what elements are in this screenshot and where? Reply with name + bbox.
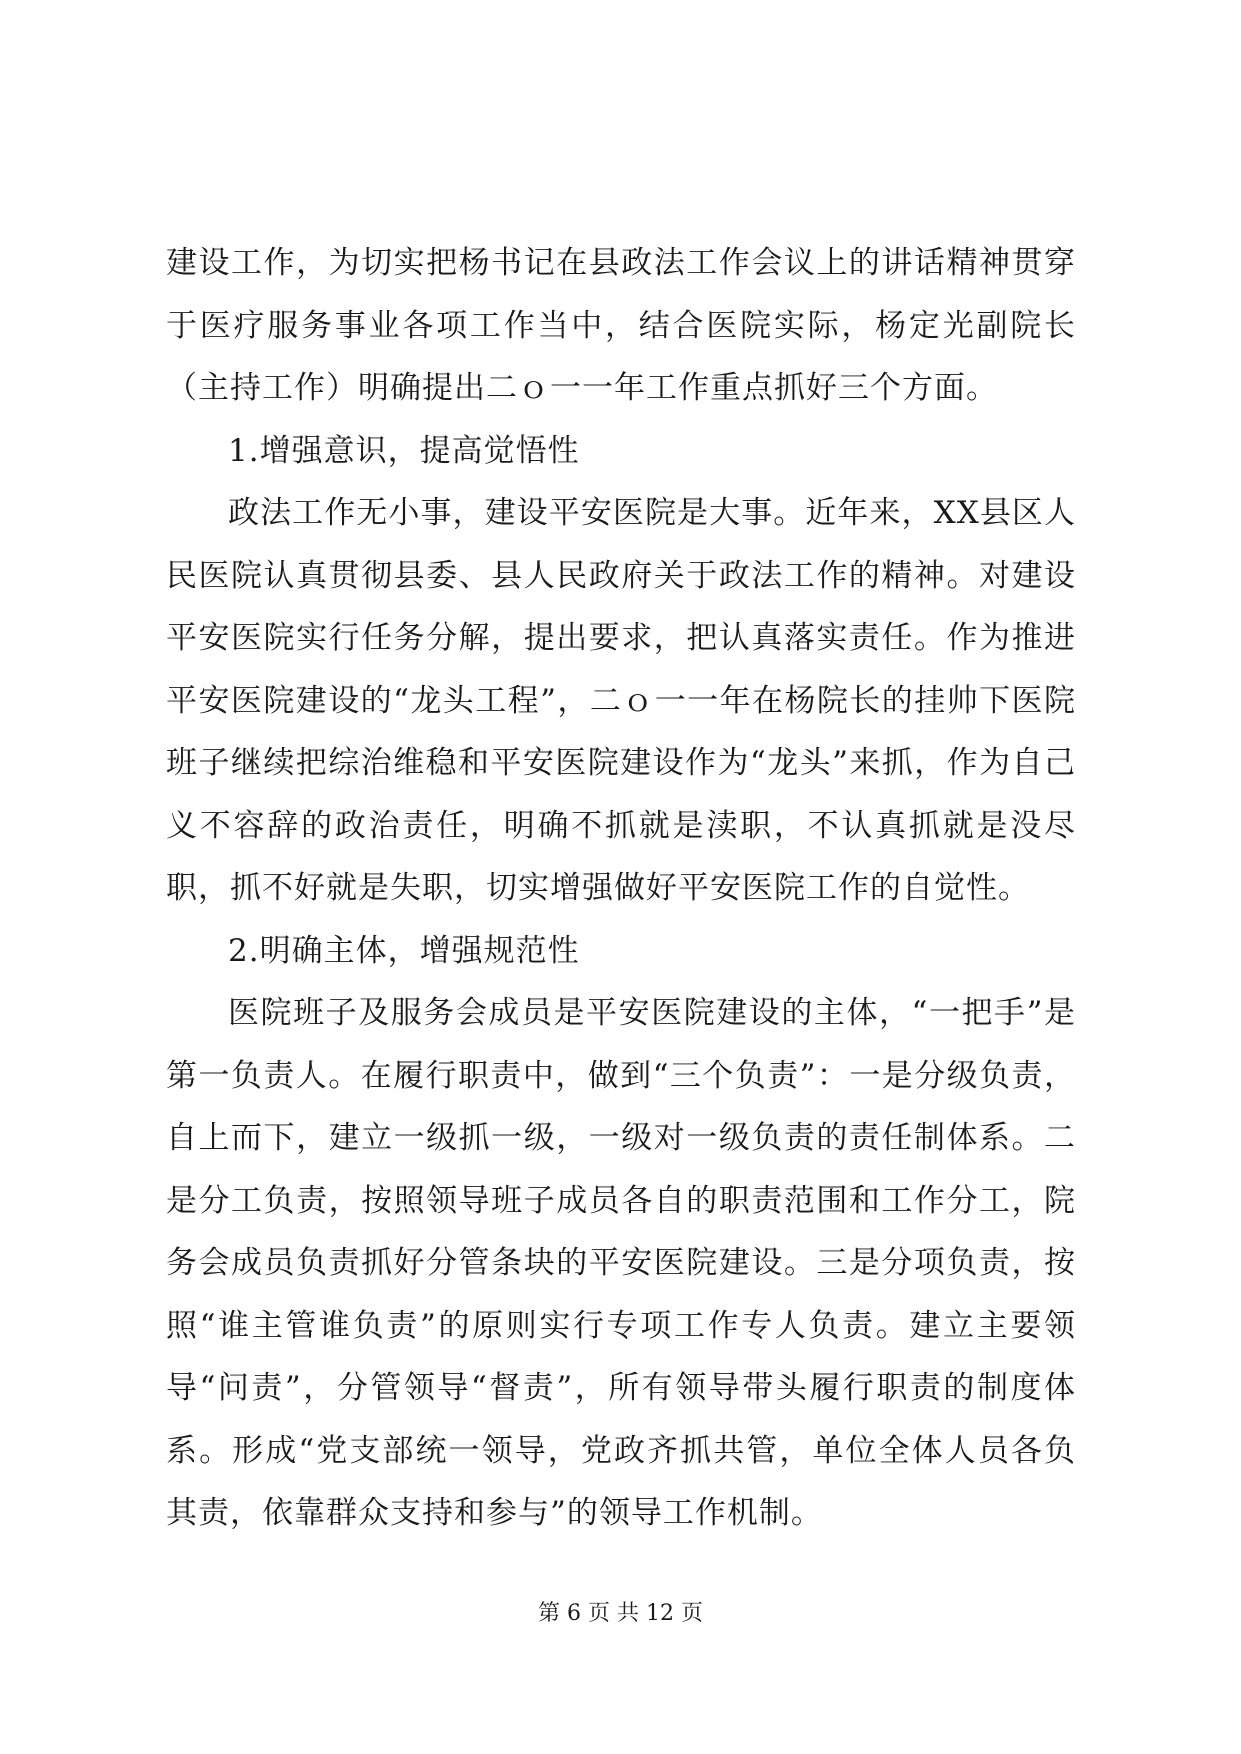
- section-heading-1: 1.增强意识，提高觉悟性: [228, 432, 580, 469]
- document-body: [166, 232, 1076, 1545]
- paragraph-section-1: 政法工作无小事，建设平安医院是大事。近年来，XX县区人民医院认真贯彻县委、县人民政府关于政法工作的精神。对建设平安医院实行任务分解，提出要求，把认真落实责任。作为推进平安医院建设的“龙头工程”，二ｏ一一年在杨院长的挂帅下医院班子继续把综治维稳和平安医院建设作为“龙头”来抓，作为自己义不容辞的政治责任，明确不抓就是渎职，不认真抓就是没尽职，抓不好就是失职，切实增强做好平安医院工作的自觉性。: [166, 495, 1076, 906]
- paragraph-section-2: 医院班子及服务会成员是平安医院建设的主体，“一把手”是第一负责人。在履行职责中，做到“三个负责”：一是分级负责，自上而下，建立一级抓一级，一级对一级负责的责任制体系。二是分工负责，按照领导班子成员各自的职责范围和工作分工，院务会成员负责抓好分管条块的平安医院建设。三是分项负责，按照“谁主管谁负责”的原则实行专项工作专人负责。建立主要领导“问责”，分管领导“督责”，所有领导带头履行职责的制度体系。形成“党支部统一领导，党政齐抓共管，单位全体人员各负其责，依靠群众支持和参与”的领导工作机制。: [166, 995, 1076, 1531]
- paragraph-continuation: 建设工作，为切实把杨书记在县政法工作会议上的讲话精神贯穿于医疗服务事业各项工作当中，结合医院实际，杨定光副院长（主持工作）明确提出二ｏ一一年工作重点抓好三个方面。: [166, 245, 1076, 406]
- section-heading-2: 2.明确主体，增强规范性: [228, 932, 580, 969]
- page-number-footer: 第 6 页 共 12 页: [538, 1601, 703, 1626]
